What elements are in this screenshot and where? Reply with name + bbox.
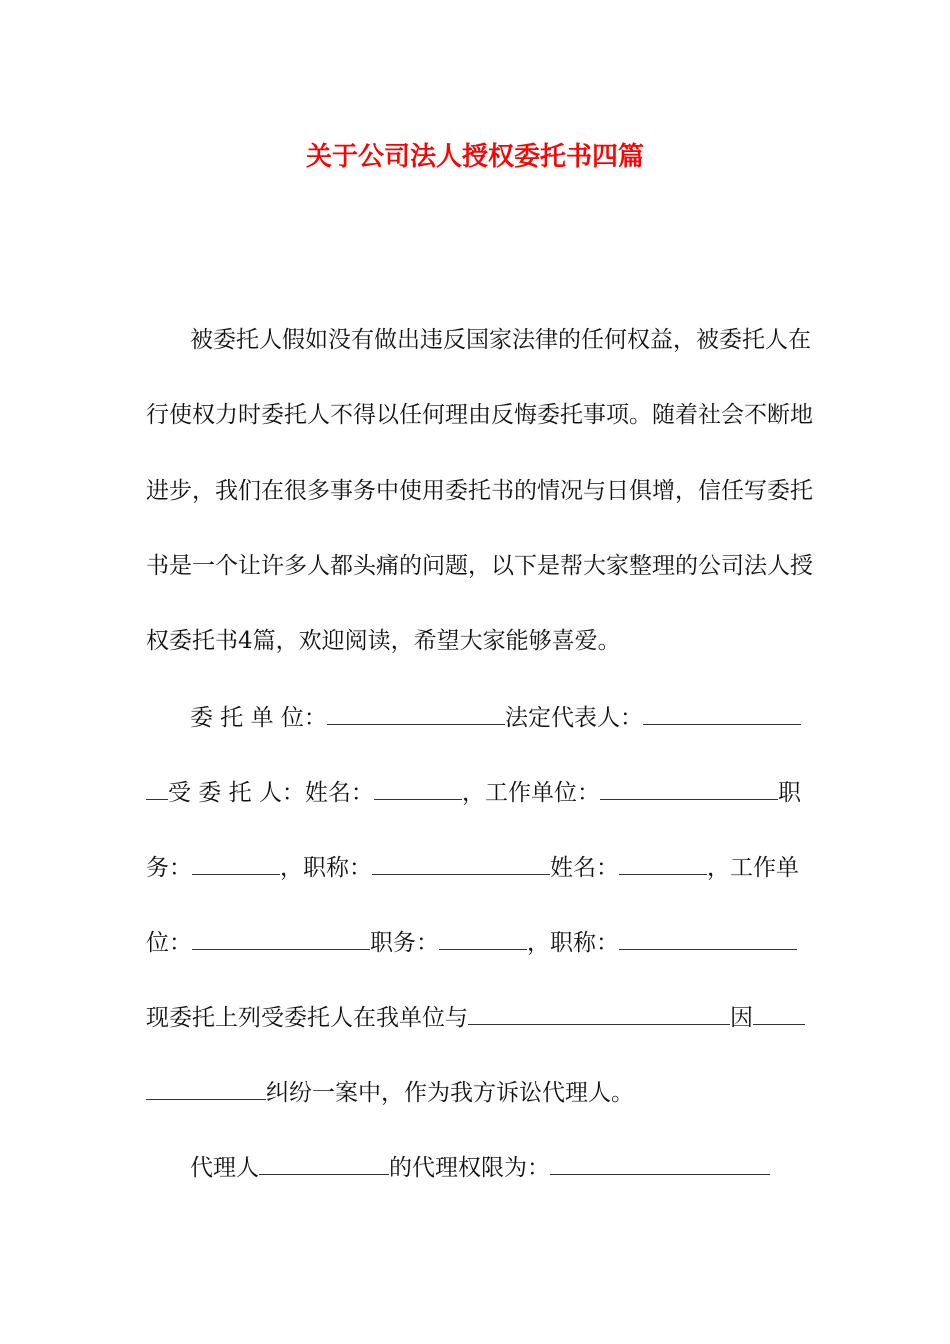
blank-field[interactable] — [259, 1152, 389, 1175]
blank-field[interactable] — [146, 1077, 266, 1100]
form-label: 现委托上列受委托人在我单位与 — [146, 1005, 468, 1031]
paragraph-line: 权委托书4篇，欢迎阅读，希望大家能够喜爱。 — [146, 628, 621, 654]
form-label: ，职称： — [527, 930, 619, 956]
paragraph-line: 被委托人假如没有做出违反国家法律的任何权益，被委托人在 — [190, 327, 811, 353]
form-label: 法定代表人： — [504, 705, 643, 731]
paragraph-line: 行使权力时委托人不得以任何理由反悔委托事项。随着社会不断地 — [146, 402, 813, 428]
blank-field[interactable] — [643, 702, 801, 725]
blank-field[interactable] — [372, 852, 550, 875]
form-label: 姓名： — [550, 855, 619, 881]
blank-field[interactable] — [753, 1002, 805, 1025]
form-label: 代理人 — [190, 1155, 259, 1181]
form-line — [146, 777, 806, 808]
form-line — [146, 927, 806, 958]
form-label: 职 — [777, 780, 801, 806]
form-line — [146, 852, 806, 883]
blank-field[interactable] — [374, 777, 462, 800]
blank-field[interactable] — [619, 927, 797, 950]
form-line — [146, 1077, 806, 1108]
form-label: ，工作单位： — [461, 780, 600, 806]
form-label: 委 托 单 位： — [190, 705, 327, 731]
blank-field[interactable] — [600, 777, 778, 800]
form-label: 受 委 托 人：姓名： — [168, 780, 374, 806]
blank-field[interactable] — [439, 927, 527, 950]
blank-field[interactable] — [192, 927, 370, 950]
form-line — [190, 702, 806, 733]
form-label: 职务： — [370, 930, 439, 956]
blank-field[interactable] — [146, 777, 168, 800]
paragraph-line: 进步，我们在很多事务中使用委托书的情况与日俱增，信任写委托 — [146, 478, 813, 504]
form-label: 的代理权限为： — [389, 1155, 550, 1181]
paragraph-line: 书是一个让许多人都头痛的问题，以下是帮大家整理的公司法人授 — [146, 553, 813, 579]
blank-field[interactable] — [327, 702, 505, 725]
blank-field[interactable] — [619, 852, 707, 875]
form-line — [190, 1152, 806, 1183]
form-label: ，工作单 — [707, 855, 799, 881]
blank-field[interactable] — [550, 1152, 770, 1175]
blank-field[interactable] — [468, 1002, 730, 1025]
blank-field[interactable] — [192, 852, 280, 875]
form-label: 因 — [730, 1005, 753, 1031]
document-title: 关于公司法人授权委托书四篇 — [305, 142, 644, 172]
form-label: 纠纷一案中，作为我方诉讼代理人。 — [266, 1080, 634, 1106]
form-label: ，职称： — [280, 855, 372, 881]
form-label: 务： — [146, 855, 192, 881]
form-line — [146, 1002, 806, 1033]
form-label: 位： — [146, 930, 192, 956]
